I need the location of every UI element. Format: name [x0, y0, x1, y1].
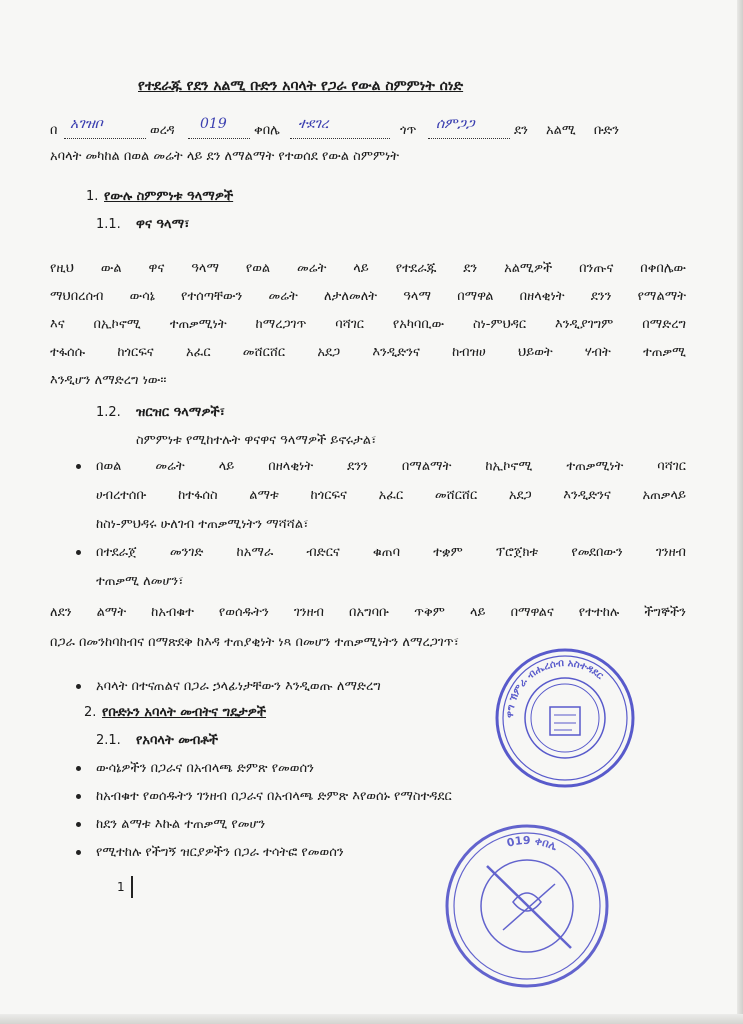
section-2-number: 2. — [84, 705, 97, 720]
rights-item: ከአብቁተ የወሰዱትን ገንዘብ በጋራና በአብላጫ ድምጽ እየወሰኑ የማስተዳደር — [96, 789, 452, 804]
subsection-2-1-number: 2.1. — [96, 733, 121, 748]
bullet-dot — [76, 550, 81, 555]
subsection-1-1-number: 1.1. — [96, 217, 121, 232]
region-value: አገዝቦ — [70, 116, 103, 132]
section-1-number: 1. — [86, 189, 99, 204]
bullet-1-line: በወል መሬት ላይ በዘላቂነት ደንን በማልማት ከኢኮኖሚ ተጠቃሚነት ባሻገር — [96, 459, 686, 474]
got-label: ጎጥ — [400, 123, 417, 138]
main-goal-line: እና በኢኮኖሚ ተጠቃሚነት ከማረጋገጥ ባሻገር የአካባቢው ስነ-ምህዳር እንዲያገግም በማድረግ — [50, 317, 686, 332]
bullet-1-line: ሀብረተሰቡ ከተፋሰስ ልማቱ ከጎርፍና አፈር መሸርሸር አደጋ እንዲድንና አጠቃላይ — [96, 488, 686, 503]
scan-edge — [737, 0, 743, 1024]
section-2-heading: የቡድኑን አባላት መብትና ግዴታዎች — [102, 705, 267, 720]
woreda-value: 019 — [200, 116, 227, 132]
bullet-dot — [76, 464, 81, 469]
stamp-1-text: ዋግ ኽምራ ብሔረሰብ አስተዳደር — [504, 657, 606, 719]
subsection-1-1-title: ዋና ዓላማ፣ — [136, 217, 190, 232]
rights-item: የሚተከሉ የችግኝ ዝርያዎችን በጋራ ተሳትፎ የመወሰን — [96, 845, 344, 860]
subsection-1-2-intro: ስምምነቱ የሚከተሉት ዋናዋና ዓላማዎች ይኖሩታል፣ — [136, 433, 377, 448]
document-title: የተደራጁ የደን አልሚ ቡድን አባላት የጋራ የውል ስምምነት ሰነድ — [138, 78, 464, 94]
bullet-dot — [76, 766, 81, 771]
bullet-2-line: ተጠቃሚ ለመሆን፣ — [96, 574, 184, 589]
subsection-1-2-title: ዝርዝር ዓላማዎች፣ — [136, 405, 226, 420]
bullet-dot — [76, 850, 81, 855]
rights-item: ከደን ልማቱ እኩል ተጠቃሚ የመሆን — [96, 817, 266, 832]
paragraph-line: በጋራ በመንከባከብና በማጽደቅ ከእዳ ተጠያቂነት ነጻ በመሆን ተጠቃሚነትን ለማረጋገጥ፣ — [50, 635, 459, 650]
intro-prefix: በ — [50, 123, 58, 138]
kebele-label: ቀበሌ — [254, 123, 280, 138]
subsection-1-2-number: 1.2. — [96, 405, 121, 420]
stamp-2-text: 019 ቀበሌ — [505, 833, 560, 854]
official-stamp-2 — [443, 822, 611, 990]
official-stamp-1 — [492, 645, 638, 791]
bullet-1-line: ከስነ-ምህዳሩ ሁለገብ ተጠቃሚነትን ማሻሻል፣ — [96, 517, 309, 532]
page-number-bar — [131, 876, 133, 898]
bullet-3: አባላት በተናጠልና በጋራ ኃላፊነታቸውን እንዲወጡ ለማድረግ — [96, 679, 381, 694]
main-goal-line: እንዲሆን ለማድረግ ነው፡፡ — [50, 373, 167, 388]
subsection-2-1-title: የአባላት መብቶች — [136, 733, 219, 748]
got-value: ሰምጋጋ — [436, 116, 475, 132]
intro-line-2: አባላት መካከል በወል መሬት ላይ ደን ለማልማት የተወሰደ የውል ስምምነት — [50, 149, 400, 164]
bullet-dot — [76, 684, 81, 689]
group-label: ደን አልሚ ቡድን — [514, 123, 620, 138]
rights-item: ውሳኔዎችን በጋራና በአብላጫ ድምጽ የመወሰን — [96, 761, 314, 776]
bullet-2-line: በተደራጀ መንገድ ከአማራ ብድርና ቁጠባ ተቋም ፕሮጀክቱ የመደበውን ገንዘብ — [96, 545, 686, 560]
main-goal-line: ተፋሰሱ ከጎርፍና አፈር መሸርሸር አደጋ እንዲድንና ከብዝሀ ህይወት ሃብት ተጠቃሚ — [50, 345, 686, 360]
paragraph-line: ለደን ልማት ከአብቁተ የወሰዱትን ገንዘብ በአግባቡ ጥቅም ላይ በማዋልና የተተከሉ ችግኞችን — [50, 605, 686, 620]
main-goal-line: ማህበረሰብ ውሳኔ የተሰጣቸውን መሬት ለታለመለት ዓላማ በማዋል በዘላቂነት ደንን የማልማት — [50, 289, 686, 304]
main-goal-line: የዚህ ውል ዋና ዓላማ የወል መሬት ላይ የተደራጁ ደን አልሚዎች በንጡና በቀበሌው — [50, 261, 686, 276]
scan-edge — [0, 1014, 743, 1024]
woreda-label: ወረዳ — [150, 123, 175, 138]
bullet-dot — [76, 794, 81, 799]
bullet-dot — [76, 822, 81, 827]
section-1-heading: የውሉ ስምምነቱ ዓላማዎች — [104, 189, 234, 204]
kebele-value: ተደገረ — [298, 116, 329, 132]
page-number: 1 — [117, 880, 125, 894]
